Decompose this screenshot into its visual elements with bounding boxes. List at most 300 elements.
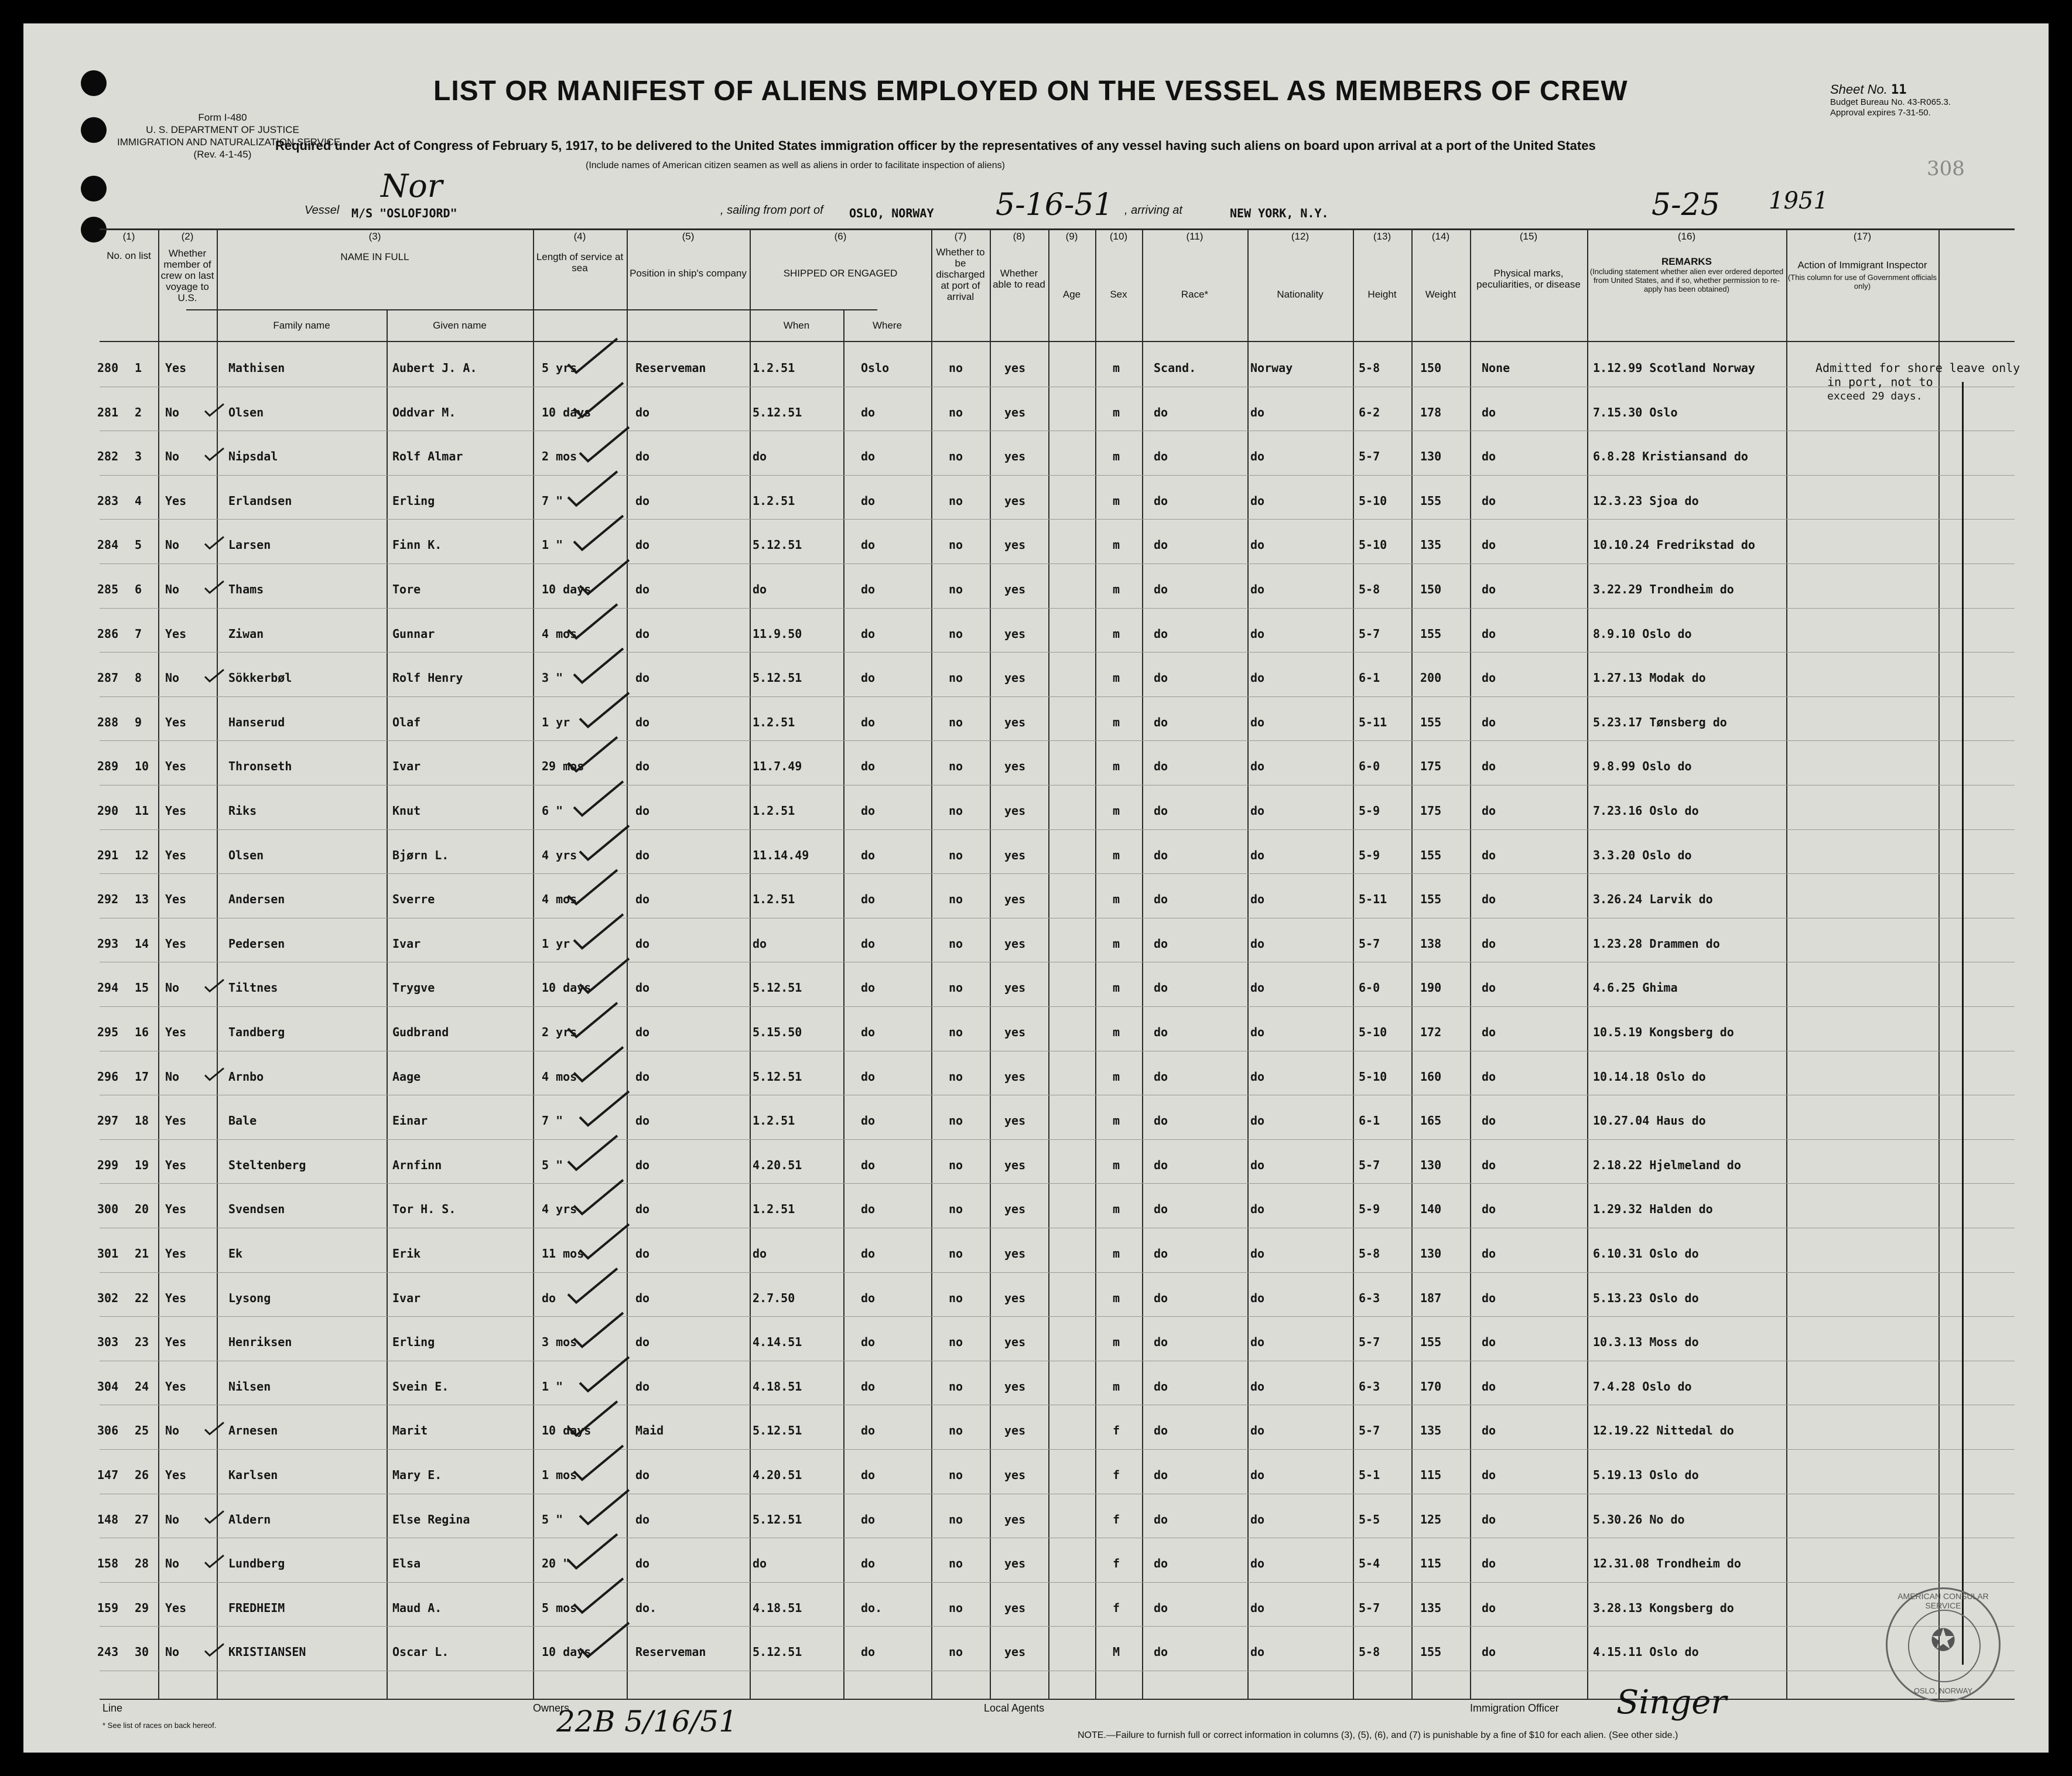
given-name: Gunnar	[392, 626, 435, 641]
given-name-header: Given name	[433, 320, 487, 331]
discharged: no	[949, 1157, 963, 1172]
position: do	[635, 759, 650, 774]
shipped-where: do	[861, 582, 876, 596]
row-number: 10	[135, 759, 149, 774]
shipped-where: do	[861, 405, 876, 419]
check-mark	[568, 1534, 617, 1568]
sex: m	[1113, 981, 1120, 995]
race: do	[1154, 405, 1168, 419]
weight: 190	[1420, 981, 1442, 995]
physical-marks: do	[1482, 848, 1496, 862]
footer-rule	[100, 1699, 2015, 1700]
row-number: 28	[135, 1556, 149, 1571]
sailing-port: OSLO, NORWAY	[849, 206, 934, 220]
nationality: do	[1250, 405, 1265, 419]
length-of-service: 2 yrs	[542, 1025, 577, 1039]
weight: 140	[1420, 1202, 1442, 1217]
family-name: Tandberg	[228, 1025, 285, 1039]
physical-marks: do	[1482, 981, 1496, 995]
agents-label: Local Agents	[984, 1702, 1045, 1714]
col5-header: (5) Position in ship's company	[630, 231, 747, 279]
shipped-where: do	[861, 1379, 876, 1394]
last-voyage: Yes	[165, 1468, 187, 1482]
given-name: Oddvar M.	[392, 405, 456, 419]
position: Maid	[635, 1423, 664, 1438]
last-voyage: Yes	[165, 626, 187, 641]
check-mark	[574, 515, 623, 549]
family-name: Nilsen	[228, 1379, 271, 1394]
row-number: 15	[135, 981, 149, 995]
officer-label: Immigration Officer	[1470, 1702, 1559, 1714]
row-number: 19	[135, 1157, 149, 1172]
line-reference: 300	[97, 1202, 119, 1217]
position: do	[635, 1202, 650, 1217]
last-voyage: No	[165, 538, 180, 552]
able-to-read: yes	[1004, 582, 1026, 596]
position: do	[635, 1114, 650, 1128]
row-number: 16	[135, 1025, 149, 1039]
family-name-header: Family name	[273, 320, 330, 331]
nationality: do	[1250, 538, 1265, 552]
nationality: do	[1250, 1069, 1265, 1084]
height: 5-7	[1359, 936, 1380, 951]
last-voyage: No	[165, 1512, 180, 1526]
weight: 155	[1420, 626, 1442, 641]
row-number: 3	[135, 449, 142, 464]
position: do	[635, 981, 650, 995]
weight: 130	[1420, 449, 1442, 464]
approval-expiry: Approval expires 7-31-50.	[1830, 108, 1931, 118]
physical-marks: do	[1482, 1423, 1496, 1438]
sex: m	[1113, 538, 1120, 552]
shipped-when: 1.2.51	[753, 1202, 795, 1217]
shipped-when: 5.12.51	[753, 1423, 802, 1438]
race: do	[1154, 671, 1168, 685]
given-name: Mary E.	[392, 1468, 442, 1482]
length-of-service: 6 "	[542, 804, 563, 818]
nationality: do	[1250, 1600, 1265, 1615]
family-name: Arnbo	[228, 1069, 264, 1084]
race: do	[1154, 759, 1168, 774]
remarks: 3.3.20 Oslo do	[1593, 848, 1692, 862]
given-name: Aubert J. A.	[392, 361, 477, 375]
discharged: no	[949, 1025, 963, 1039]
sex: m	[1113, 759, 1120, 774]
sex: m	[1113, 1114, 1120, 1128]
position: do	[635, 1025, 650, 1039]
nationality: do	[1250, 1114, 1265, 1128]
position: do	[635, 449, 650, 464]
col10-header: (10) Sex	[1109, 231, 1128, 300]
shipped-when: 4.18.51	[753, 1379, 802, 1394]
row-number: 24	[135, 1379, 149, 1394]
race: do	[1154, 715, 1168, 729]
shipped-where: do	[861, 538, 876, 552]
line-reference: 281	[97, 405, 119, 419]
sex: m	[1113, 936, 1120, 951]
length-of-service: do	[542, 1290, 556, 1305]
race: do	[1154, 1379, 1168, 1394]
physical-marks: do	[1482, 1512, 1496, 1526]
row-number: 8	[135, 671, 142, 685]
remarks: 2.18.22 Hjelmeland do	[1593, 1157, 1741, 1172]
discharged: no	[949, 1202, 963, 1217]
check-mark	[580, 958, 629, 992]
family-name: Larsen	[228, 538, 271, 552]
check-mark	[568, 1269, 617, 1303]
length-of-service: 29 mos	[542, 759, 584, 774]
races-note: * See list of races on back hereof.	[102, 1721, 217, 1730]
line-reference: 288	[97, 715, 119, 729]
discharged: no	[949, 1423, 963, 1438]
race: do	[1154, 848, 1168, 862]
check-mark	[580, 1357, 629, 1391]
shipped-where: do	[861, 671, 876, 685]
nationality: do	[1250, 449, 1265, 464]
weight: 155	[1420, 1645, 1442, 1659]
sex: m	[1113, 449, 1120, 464]
weight: 165	[1420, 1114, 1442, 1128]
sex: m	[1113, 671, 1120, 685]
last-voyage: No	[165, 1069, 180, 1084]
position: do.	[635, 1600, 657, 1615]
tick-mark	[205, 1068, 224, 1080]
discharged: no	[949, 671, 963, 685]
check-mark	[580, 1490, 629, 1524]
line-reference: 294	[97, 981, 119, 995]
row-number: 9	[135, 715, 142, 729]
page-title: LIST OR MANIFEST OF ALIENS EMPLOYED ON THE VESSEL AS MEMBERS OF CREW	[433, 76, 1628, 107]
race: Scand.	[1154, 361, 1196, 375]
shipped-when: do	[753, 1246, 767, 1261]
family-name: Mathisen	[228, 361, 285, 375]
shipped-when: 2.7.50	[753, 1290, 795, 1305]
race: do	[1154, 1556, 1168, 1571]
given-name: Erik	[392, 1246, 421, 1261]
length-of-service: 5 "	[542, 1157, 563, 1172]
weight: 155	[1420, 892, 1442, 907]
physical-marks: do	[1482, 715, 1496, 729]
able-to-read: yes	[1004, 1468, 1026, 1482]
nationality: do	[1250, 671, 1265, 685]
length-of-service: 5 "	[542, 1512, 563, 1526]
nationality: do	[1250, 715, 1265, 729]
able-to-read: yes	[1004, 1556, 1026, 1571]
height: 5-7	[1359, 1600, 1380, 1615]
able-to-read: yes	[1004, 715, 1026, 729]
last-voyage: Yes	[165, 759, 187, 774]
physical-marks: do	[1482, 1114, 1496, 1128]
row-number: 14	[135, 936, 149, 951]
arriving-label: , arriving at	[1124, 204, 1182, 217]
col16-header: (16) REMARKS (Including statement whether alien ever ordered deported from United States, and if so, whether permission to re-apply has been obtained)	[1589, 231, 1784, 293]
given-name: Ivar	[392, 936, 421, 951]
remarks: 10.27.04 Haus do	[1593, 1114, 1706, 1128]
shipped-when: 5.12.51	[753, 1512, 802, 1526]
line-reference: 148	[97, 1512, 119, 1526]
discharged: no	[949, 493, 963, 508]
line-reference: 289	[97, 759, 119, 774]
position: do	[635, 1157, 650, 1172]
last-voyage: Yes	[165, 1202, 187, 1217]
sailing-label: , sailing from port of	[720, 204, 823, 217]
family-name: Riks	[228, 804, 257, 818]
height: 5-9	[1359, 1202, 1380, 1217]
family-name: Tiltnes	[228, 981, 278, 995]
length-of-service: 1 yr	[542, 715, 570, 729]
able-to-read: yes	[1004, 1379, 1026, 1394]
nationality: do	[1250, 1379, 1265, 1394]
col8-header: (8) Whether able to read	[993, 231, 1045, 290]
line-reference: 147	[97, 1468, 119, 1482]
physical-marks: do	[1482, 1379, 1496, 1394]
seal-bottom-text: OSLO, NORWAY	[1913, 1686, 1973, 1695]
check-mark	[580, 693, 629, 727]
physical-marks: do	[1482, 1335, 1496, 1350]
row-number: 2	[135, 405, 142, 419]
height: 5-8	[1359, 582, 1380, 596]
family-name: Andersen	[228, 892, 285, 907]
family-name: Olsen	[228, 405, 264, 419]
position: do	[635, 936, 650, 951]
height: 6-1	[1359, 671, 1380, 685]
able-to-read: yes	[1004, 1512, 1026, 1526]
family-name: Lysong	[228, 1290, 271, 1305]
weight: 155	[1420, 715, 1442, 729]
sex: m	[1113, 405, 1120, 419]
family-name: Hanserud	[228, 715, 285, 729]
position: Reserveman	[635, 361, 706, 375]
family-name: Bale	[228, 1114, 257, 1128]
check-mark	[568, 604, 617, 638]
last-voyage: No	[165, 671, 180, 685]
where-header: Where	[872, 320, 902, 331]
consular-seal	[1886, 1587, 2001, 1702]
shipped-where: do	[861, 715, 876, 729]
sex: m	[1113, 715, 1120, 729]
discharged: no	[949, 892, 963, 907]
last-voyage: No	[165, 1556, 180, 1571]
line-reference: 299	[97, 1157, 119, 1172]
race: do	[1154, 582, 1168, 596]
last-voyage: No	[165, 405, 180, 419]
sex: m	[1113, 493, 1120, 508]
remarks: 4.6.25 Ghima	[1593, 981, 1678, 995]
shipped-when: 5.12.51	[753, 1645, 802, 1659]
shipped-where: do	[861, 981, 876, 995]
length-of-service: 20 "	[542, 1556, 570, 1571]
physical-marks: do	[1482, 538, 1496, 552]
discharged: no	[949, 715, 963, 729]
tick-mark	[205, 581, 224, 593]
race: do	[1154, 1114, 1168, 1128]
given-name: Gudbrand	[392, 1025, 449, 1039]
family-name: Thams	[228, 582, 264, 596]
discharged: no	[949, 361, 963, 375]
race: do	[1154, 936, 1168, 951]
length-of-service: 4 yrs	[542, 848, 577, 862]
shipped-where: do	[861, 449, 876, 464]
height: 5-5	[1359, 1512, 1380, 1526]
family-name: Olsen	[228, 848, 264, 862]
row-number: 17	[135, 1069, 149, 1084]
able-to-read: yes	[1004, 892, 1026, 907]
sheet-value: 11	[1890, 83, 1907, 97]
shipped-when: 1.2.51	[753, 361, 795, 375]
family-name: Ek	[228, 1246, 243, 1261]
race: do	[1154, 1335, 1168, 1350]
sex: m	[1113, 1069, 1120, 1084]
shipped-where: do	[861, 1202, 876, 1217]
row-number: 22	[135, 1290, 149, 1305]
discharged: no	[949, 1379, 963, 1394]
able-to-read: yes	[1004, 361, 1026, 375]
last-voyage: No	[165, 981, 180, 995]
shipped-when: 11.9.50	[753, 626, 802, 641]
discharged: no	[949, 759, 963, 774]
shipped-when: 1.2.51	[753, 1114, 795, 1128]
discharged: no	[949, 936, 963, 951]
height: 6-0	[1359, 759, 1380, 774]
physical-marks: do	[1482, 671, 1496, 685]
family-name: KRISTIANSEN	[228, 1645, 306, 1659]
race: do	[1154, 804, 1168, 818]
given-name: Aage	[392, 1069, 421, 1084]
line-reference: 301	[97, 1246, 119, 1261]
shipped-where: do	[861, 1423, 876, 1438]
check-mark	[580, 560, 629, 594]
officer-signature: Singer	[1616, 1683, 1727, 1722]
physical-marks: do	[1482, 582, 1496, 596]
line-reference: 292	[97, 892, 119, 907]
given-name: Ivar	[392, 1290, 421, 1305]
race: do	[1154, 1069, 1168, 1084]
seal-top-text: AMERICAN CONSULAR SERVICE	[1897, 1591, 1989, 1610]
race: do	[1154, 538, 1168, 552]
given-name: Elsa	[392, 1556, 421, 1571]
line-reference: 286	[97, 626, 119, 641]
sex: m	[1113, 848, 1120, 862]
shipped-when: 1.2.51	[753, 804, 795, 818]
sheet-label: Sheet No.	[1830, 82, 1888, 97]
shipped-where: Oslo	[861, 361, 890, 375]
length-of-service: 2 mos	[542, 449, 577, 464]
height: 5-10	[1359, 493, 1387, 508]
position: do	[635, 493, 650, 508]
remarks: 7.4.28 Oslo do	[1593, 1379, 1692, 1394]
shore-leave-note-1: Admitted for shore leave only	[1815, 361, 2020, 375]
shipped-where: do.	[861, 1600, 883, 1615]
shipped-where: do	[861, 936, 876, 951]
position: do	[635, 538, 650, 552]
height: 5-7	[1359, 1335, 1380, 1350]
weight: 150	[1420, 582, 1442, 596]
physical-marks: do	[1482, 804, 1496, 818]
col1-header: (1) No. on list	[107, 231, 151, 261]
tick-mark	[205, 1555, 224, 1567]
length-of-service: 7 "	[542, 493, 563, 508]
col6-header: (6) SHIPPED OR ENGAGED	[783, 231, 898, 279]
tick-mark	[205, 404, 224, 416]
last-voyage: Yes	[165, 1157, 187, 1172]
physical-marks: do	[1482, 1600, 1496, 1615]
line-reference: 297	[97, 1114, 119, 1128]
line-reference: 291	[97, 848, 119, 862]
revision: (Rev. 4-1-45)	[193, 149, 252, 160]
physical-marks: do	[1482, 1202, 1496, 1217]
row-number: 1	[135, 361, 142, 375]
nationality: do	[1250, 936, 1265, 951]
row-number: 13	[135, 892, 149, 907]
check-mark	[580, 427, 629, 461]
given-name: Oscar L.	[392, 1645, 449, 1659]
able-to-read: yes	[1004, 1157, 1026, 1172]
form-number: Form I-480	[198, 112, 247, 123]
physical-marks: do	[1482, 759, 1496, 774]
length-of-service: 4 mos	[542, 1069, 577, 1084]
tick-mark	[205, 1644, 224, 1655]
row-number: 18	[135, 1114, 149, 1128]
position: do	[635, 1246, 650, 1261]
remarks: 9.8.99 Oslo do	[1593, 759, 1692, 774]
when-header: When	[783, 320, 810, 331]
tick-mark	[205, 448, 224, 460]
weight: 150	[1420, 361, 1442, 375]
race: do	[1154, 1202, 1168, 1217]
race: do	[1154, 626, 1168, 641]
tick-mark	[205, 1422, 224, 1434]
shipped-where: do	[861, 1512, 876, 1526]
nationality: do	[1250, 804, 1265, 818]
remarks: 8.9.10 Oslo do	[1593, 626, 1692, 641]
given-name: Else Regina	[392, 1512, 470, 1526]
nationality: do	[1250, 1290, 1265, 1305]
discharged: no	[949, 1246, 963, 1261]
row-number: 29	[135, 1600, 149, 1615]
vessel-handwritten: Nor	[381, 168, 443, 204]
discharged: no	[949, 582, 963, 596]
family-name: Thronseth	[228, 759, 292, 774]
family-name: Svendsen	[228, 1202, 285, 1217]
family-name: FREDHEIM	[228, 1600, 285, 1615]
last-voyage: Yes	[165, 1025, 187, 1039]
length-of-service: 10 days	[542, 405, 591, 419]
position: do	[635, 1468, 650, 1482]
remarks: 6.8.28 Kristiansand do	[1593, 449, 1748, 464]
check-mark	[574, 383, 623, 417]
height: 5-10	[1359, 538, 1387, 552]
eagle-icon: ✪	[1930, 1623, 1956, 1658]
shipped-where: do	[861, 1157, 876, 1172]
remarks: 1.12.99 Scotland Norway	[1593, 361, 1755, 375]
remarks: 7.15.30 Oslo	[1593, 405, 1678, 419]
given-name: Tor H. S.	[392, 1202, 456, 1217]
check-mark	[574, 1180, 623, 1214]
height: 5-1	[1359, 1468, 1380, 1482]
position: do	[635, 1379, 650, 1394]
row-number: 27	[135, 1512, 149, 1526]
weight: 115	[1420, 1556, 1442, 1571]
line-label: Line	[102, 1702, 123, 1714]
weight: 155	[1420, 1335, 1442, 1350]
nationality: do	[1250, 981, 1265, 995]
position: do	[635, 1512, 650, 1526]
tick-mark	[205, 537, 224, 548]
sex: m	[1113, 626, 1120, 641]
row-number: 5	[135, 538, 142, 552]
physical-marks: do	[1482, 936, 1496, 951]
line-reference: 159	[97, 1600, 119, 1615]
